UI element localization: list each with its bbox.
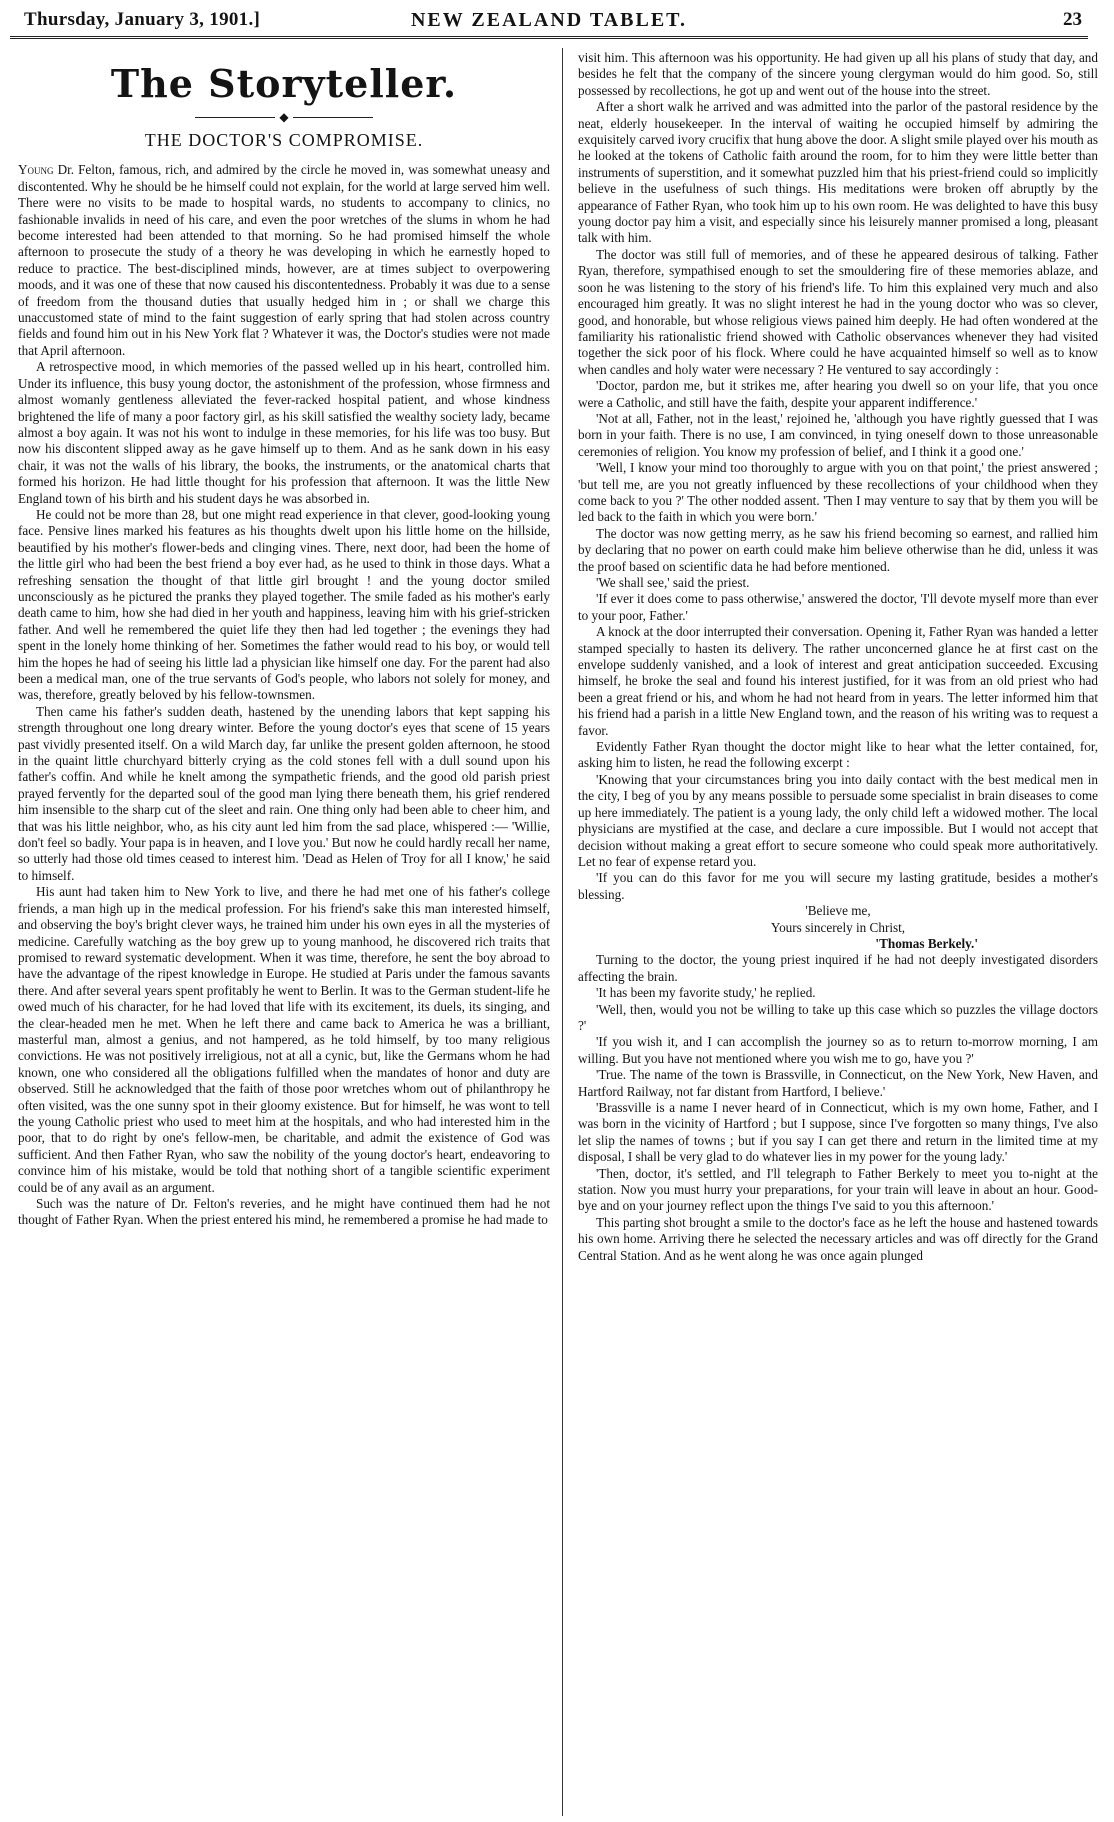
paragraph: After a short walk he arrived and was admitted into the parlor of the pastoral residence by the neat, elderly housekeeper. In the interval of waiting he occupied himself by admiring the exquisitely carved ivory crucifix that hung above the door. A slight smile played over his mouth as he looked at the tokens of Catholic faith around the room, for to him they were little better than instruments of superstition, and it somewhat puzzled him that his priest-friend could so implicitly believe in the usefulness of such things. His meditations were broken off abruptly by the appearance of Father Ryan, who took him up to his own room. He was delighted to have this busy young doctor pay him a visit, and especially since his leisurely manner promised a long, pleasant talk with him. bbox=[578, 99, 1098, 246]
letter-excerpt bbox=[578, 772, 1098, 952]
paragraph: The doctor was now getting merry, as he saw his friend becoming so earnest, and rallied him by declaring that no power on earth could make him believe otherwise than he did, unless it was the proof based on scientific data he had before mentioned. bbox=[578, 525, 1098, 574]
page-header bbox=[10, 6, 1088, 39]
letter-closing: Yours sincerely in Christ, bbox=[770, 919, 906, 935]
ornament-line-right bbox=[293, 117, 373, 118]
title-ornament bbox=[18, 112, 550, 122]
paragraph: Such was the nature of Dr. Felton's reveries, and he might have continued them had he not thought of Father Ryan. When the priest entered his mind, he remembered a promise he had made to bbox=[18, 1196, 550, 1228]
paragraph: The doctor was still full of memories, and of these he appeared desirous of talking. Father Ryan, therefore, sympathised enough to set the smouldering fire of these memories ablaze, and soon he was listening to the story of his friend's life. To him this explained very much and also encouraged him greatly. It was no slight interest he had in the young doctor who was so clever, good, and honorable, but whose religious views pained him deeply. He had often wondered at the familiarity his rationalistic friend showed with Catholic observances whenever they had visited together the sick poor of his flock. Where could he have acquainted himself so well as to know when candles and holy water were necessary ? He ventured to say accordingly : bbox=[578, 246, 1098, 377]
story-title: THE DOCTOR'S COMPROMISE. bbox=[144, 130, 424, 150]
letter-closing: 'Believe me, bbox=[805, 903, 871, 919]
paragraph: This parting shot brought a smile to the doctor's face as he left the house and hastened towards his own home. Arriving there he selected the necessary articles and was off directly for the Grand Central Station. And as he went along he was once again plunged bbox=[578, 1214, 1098, 1263]
paragraph: visit him. This afternoon was his opportunity. He had given up all his plans of study that day, and besides he felt that the company of the sincere young clergyman would do him good. So, still possessed by recollections, he got up and went out of the house into the street. bbox=[578, 50, 1098, 98]
paragraph: 'Then, doctor, it's settled, and I'll telegraph to Father Berkely to meet you to-night at the station. Now you must hurry your preparations, for your train will leave in about an hour. Good-bye and on your journey reflect upon the things I've said to you this afternoon.' bbox=[578, 1165, 1098, 1214]
paragraph: A knock at the door interrupted their conversation. Opening it, Father Ryan was handed a letter stamped specially to hasten its delivery. The rather unconcerned glance he at first cast on the envelope suddenly vanished, and a look of interest and great anticipation succeeded. Excusing himself, he broke the seal and found his interest justified, for it was from an old priest who had been a great friend or his, and whom he had not heard from in years. The letter informed him that his friend had a parish in a little New England town, and the reason of his writing was to request a favor. bbox=[578, 624, 1098, 738]
header-page-number: 23 bbox=[1063, 9, 1082, 30]
paragraph: 'We shall see,' said the priest. bbox=[596, 575, 750, 590]
paragraph: 'If you wish it, and I can accomplish the journey so as to return to-morrow morning, I am willing. But you have not mentioned where you wish me to go, have you ?' bbox=[578, 1034, 1098, 1066]
column-right bbox=[578, 50, 1098, 1820]
paragraph: A retrospective mood, in which memories of the passed welled up in his heart, controlled him. Under its influence, this busy young doctor, the astonishment of the profession, whose firmness and almost womanly gentleness alleviated the fever-racked hospital patient, and whose kindness brightened the life of many a poor factory girl, as his skill satisfied the wealthy society lady, became almost a boy again. It was not his wont to indulge in these memories, for his life was too busy. But now his discontent slipped away as he gave himself up to them. And as he sank down in his easy chair, it was not the walls of his library, the books, the instruments, or the anatomical charts that formed his horizon. He had little thought for his profession that afternoon. It was the little New England town of his birth and his student days he was absorbed in. bbox=[18, 359, 550, 506]
paragraph: 'Well, I know your mind too thoroughly to argue with you on that point,' the priest answered ; 'but tell me, are you not greatly influenced by these recollections of your childhood when they come back to you ?' The other nodded assent. 'Then I may venture to say that by them you will be led back to the faith in which you were born.' bbox=[578, 460, 1098, 525]
letter-paragraph: 'If you can do this favor for me you will secure my lasting gratitude, besides a mother's blessing. bbox=[578, 870, 1098, 902]
paragraph: 'Not at all, Father, not in the least,' rejoined he, 'although you have rightly guessed that I was born in your faith. There is no use, I am convinced, in tying oneself down to those unreasonable ceremonies of religion. You know my profession of belief, and I think it a good one.' bbox=[578, 410, 1098, 459]
section-title: The Storyteller. bbox=[110, 61, 458, 106]
paragraph: Turning to the doctor, the young priest inquired if he had not deeply investigated disorders affecting the brain. bbox=[578, 952, 1098, 984]
letter-paragraph: 'Knowing that your circumstances bring you into daily contact with the best medical men in the city, I beg of you by any means possible to persuade some specialist in brain diseases to come up here immediately. The patient is a young lady, the only child left a widowed mother. The local physicians are mystified at the case, and declare a cure impossible. But I would not accept that decision without making a great effort to secure someone who could speak more authoritatively. Let no fear of expense retard you. bbox=[578, 771, 1098, 869]
opening-word: Young bbox=[18, 162, 54, 178]
paragraph: 'True. The name of the town is Brassville, in Connecticut, on the New York, New Haven, and Hartford Railway, not far distant from Hartford, I believe.' bbox=[578, 1067, 1098, 1099]
ornament-line-left bbox=[195, 117, 275, 118]
column-rule bbox=[562, 48, 563, 1816]
paragraph: His aunt had taken him to New York to live, and there he had met one of his father's college friends, a man high up in the medical profession. For his friend's sake this man interested himself, and observing the boy's bright clever ways, he trained him under his own eyes in all the mysteries of medicine. Carefully watching as the boy grew up to young manhood, he discovered rich traits that promised to reward systematic development. When it was time, therefore, he sent the boy abroad to have the advantage of the ripest knowledge in Europe. He studied at Paris under the famous savants there. And after several years spent profitably he went to Berlin. It was to the German student-life he owed much of his character, for he had loved that life with its excitement, its duels, its singing, and the clear-headed men he met. When he left there and came back to America he was a brilliant, masterful man, almost a genius, and not hampered, as he told himself, by too many religious convictions. He was not positively irreligious, not at all a cynic, but, like the Germans whom he had known, one who considered all the obligations fulfilled when the mandates of honor and duty are observed. Still he acknowledged that the faith of those poor wretches whom out of philanthropy he often visited, was the one sunny spot in their gloomy existence. But for himself, he was wont to tell the young Catholic priest who used to meet him at the hospitals, and who had interested him in the poor, that to do right by one's fellow-men, be charitable, and admit the existence of God was sufficient. And then Father Ryan, who saw the nobility of the young doctor's heart, endeavoring to convince him of his mistake, would be told that nothing short of a tangible scientific experiment could be of any avail as an argument. bbox=[18, 884, 550, 1195]
diamond-icon: ◆ bbox=[279, 110, 289, 124]
header-date: Thursday, January 3, 1901.] bbox=[24, 9, 261, 30]
paragraph bbox=[18, 162, 550, 359]
paragraph: Then came his father's sudden death, hastened by the unending labors that kept sapping his strength throughout one long dreary winter. Before the young doctor's eyes that scene of 15 years past vividly presented itself. On a wild March day, far unlike the present golden afternoon, he stood in the quaint little churchyard bitterly crying as the cold stones fell with a dull sound upon his father's coffin. And while he knelt among the sympathetic friends, and the good old parish priest prayed fervently for the departed soul of the good man lying there beneath them, his grief rendered him insensible to the sharp cut of the sleet and rain. One thing only had been able to cheer him, and that was his little neighbor, who, as his city aunt led him from the sad place, whispered :— 'Willie, don't feel so badly. Your papa is in heaven, and I love you.' But now he could hardly recall her name, so utterly had those old times ceased to interest him. 'Dead as Helen of Troy for all I know,' he said to himself. bbox=[18, 703, 550, 883]
paragraph: He could not be more than 28, but one might read experience in that clever, good-looking young face. Pensive lines marked his features as his thoughts dwelt upon his little home on the hillside, beautified by his mother's flower-beds and clinging vines. There, next door, had been the home of the little girl who had been the best friend a boy ever had, as he used to think in those days. What a refreshing sensation the thought of that little girl brought ! and the young doctor smiled unconsciously as he pictured the pranks they played together. The smile faded as his mother's early death came to him, how she had died in her youth and happiness, leaving him with his grief-stricken father. And well he remembered the quiet life they then had led together ; the evenings they had spent in the lonely home thinking of her. Sometimes the father would read to his boy, or would tell him the hopes he had of seeing his little lad a physician like himself one day. For the parent had also been a medical man, one of the true servants of God's people, who labors not solely for money, and was, therefore, greatly beloved by his fellow-townsmen. bbox=[18, 506, 550, 703]
paragraph: 'If ever it does come to pass otherwise,' answered the doctor, 'I'll devote myself more than ever to your poor, Father.' bbox=[578, 591, 1098, 623]
column-left bbox=[18, 50, 550, 1820]
paragraph-text: Dr. Felton, famous, rich, and admired by the circle he moved in, was somewhat uneasy and discontented. Why he should be he himself could not explain, for the world at large served him well. There were no visits to be made to hospital wards, no students to accompany to clinics, no fashionable invalids in need of his care, and even the poor wretches of the slums in whom he had become interested had been attended to that morning. So he had promised himself the whole afternoon to prosecute the study of a theory he was developing in which he earnestly hoped to reduce to practice. The best-disciplined minds, however, are at times subject to overpowering moods, and it was one of these that now caused his discontentedness. Probably it was due to a sense of freedom from the thousand duties that usually hedged him in ; or shall we charge this unaccustomed state of mind to the faint suggestion of early spring that had stolen across country fields and found him out in his New York flat ? Whatever it was, the Doctor's studies were not made that April afternoon. bbox=[18, 162, 550, 358]
paragraph: 'Well, then, would you not be willing to take up this case which so puzzles the village doctors ?' bbox=[578, 1001, 1098, 1033]
paragraph: 'Doctor, pardon me, but it strikes me, after hearing you dwell so on your life, that you once were a Catholic, and still have the faith, despite your apparent indifference.' bbox=[578, 378, 1098, 410]
paragraph: 'It has been my favorite study,' he replied. bbox=[596, 985, 816, 1001]
header-title: NEW ZEALAND TABLET. bbox=[410, 9, 688, 31]
paragraph: Evidently Father Ryan thought the doctor might like to hear what the letter contained, for, asking him to listen, he read the following excerpt : bbox=[578, 739, 1098, 771]
paragraph: 'Brassville is a name I never heard of in Connecticut, which is my own home, Father, and I was born in the vicinity of Hartford ; but I suppose, since I've forgotten so many things, I've also let slip the names of towns ; but if you say I can get there and return in the limited time at my disposal, I shall be very glad to do whatever lies in my power for the young lady.' bbox=[578, 1100, 1098, 1165]
letter-signature: 'Thomas Berkely.' bbox=[875, 935, 978, 951]
